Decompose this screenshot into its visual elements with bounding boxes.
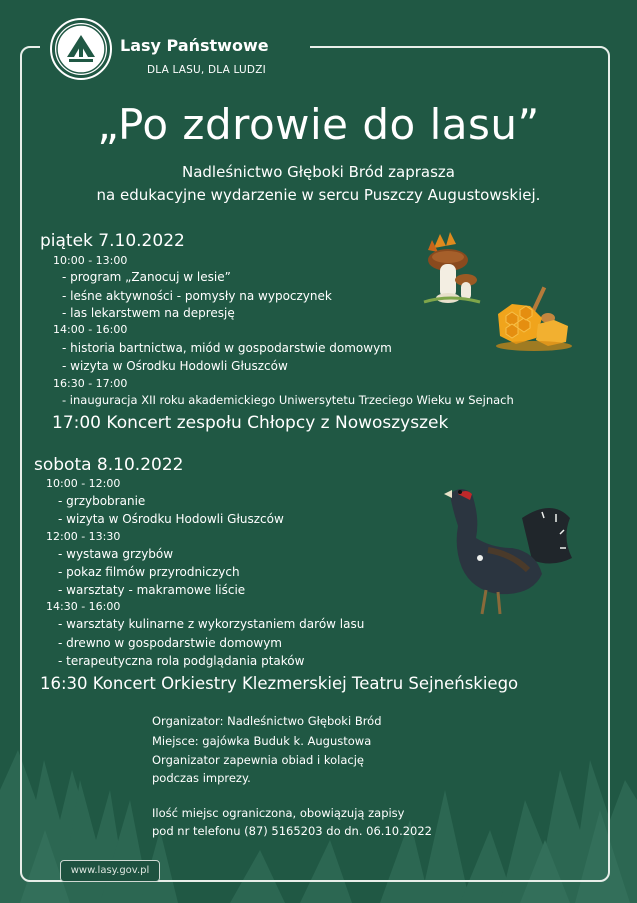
phone-line: pod nr telefonu (87) 5165203 do dn. 06.10.2022 [152,824,433,838]
day2-slot2-item: - wystawa grzybów [58,547,174,561]
mushroom-picture [420,230,482,306]
day1-slot1-item: - las lekarstwem na depresję [62,306,235,320]
day2-slot3-item: - terapeutyczna rola podglądania ptaków [58,654,305,668]
venue-line: Miejsce: gajówka Buduk k. Augustowa [152,734,372,748]
day2-slot1-item: - wizyta w Ośrodku Hodowli Głuszców [58,512,284,526]
day2-slot3-item: - drewno w gospodarstwie domowym [58,636,282,650]
day2-slot3-time: 14:30 - 16:00 [46,600,121,613]
day1-slot2-item: - wizyta w Ośrodku Hodowli Głuszców [62,359,288,373]
day2-slot3-item: - warsztaty kulinarne z wykorzystaniem darów lasu [58,617,365,631]
day1-heading: piątek 7.10.2022 [40,231,185,251]
poster-title: „Po zdrowie do lasu” [97,100,540,149]
day1-slot2-item: - historia bartnictwa, miód w gospodarstwie domowym [62,341,392,355]
lasy-panstwowe-logo [52,20,110,78]
website-link[interactable]: www.lasy.gov.pl [60,860,160,882]
day1-slot3-item: - inauguracja XII roku akademickiego Uniwersytetu Trzeciego Wieku w Sejnach [62,393,514,407]
registration-line: Ilość miejsc ograniczona, obowiązują zapisy [152,806,405,820]
meals-line: Organizator zapewnia obiad i kolację [152,753,364,767]
day2-slot2-item: - pokaz filmów przyrodniczych [58,565,240,579]
day2-heading: sobota 8.10.2022 [34,455,184,475]
day2-slot1-time: 10:00 - 12:00 [46,477,121,490]
day2-concert: 16:30 Koncert Orkiestry Klezmerskiej Teatru Sejneńskiego [40,674,519,693]
brand-name: Lasy Państwowe [120,36,269,55]
honeycomb-picture [492,284,576,352]
day1-slot3-time: 16:30 - 17:00 [53,377,128,390]
day1-slot1-time: 10:00 - 13:00 [53,254,128,267]
intro-line-2: na edukacyjne wydarzenie w sercu Puszczy Augustowskiej. [96,186,541,204]
meals-line-2: podczas imprezy. [152,771,251,785]
day1-slot1-item: - leśne aktywności - pomysły na wypoczynek [62,289,332,303]
intro-line-1: Nadleśnictwo Głęboki Bród zaprasza [181,163,456,181]
day2-slot2-item: - warsztaty - makramowe liście [58,583,246,597]
organizer-line: Organizator: Nadleśnictwo Głęboki Bród [152,714,382,728]
brand-tagline: DLA LASU, DLA LUDZI [147,64,266,76]
day1-slot1-item: - program „Zanocuj w lesie” [62,270,231,284]
day2-slot2-time: 12:00 - 13:30 [46,530,121,543]
day1-concert: 17:00 Koncert zespołu Chłopcy z Nowoszyszek [52,413,449,433]
capercaillie-picture [432,478,574,618]
day2-slot1-item: - grzybobranie [58,494,146,508]
day1-slot2-time: 14:00 - 16:00 [53,323,128,336]
